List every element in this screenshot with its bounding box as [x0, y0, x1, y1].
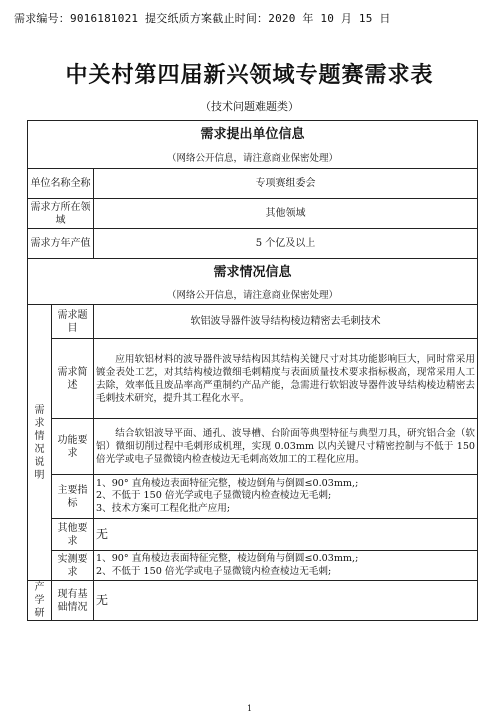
unit-name-value: 专项赛组委会 [94, 169, 478, 199]
output-value: 5 个亿及以上 [94, 229, 478, 259]
output-label: 需求方年产值 [28, 229, 94, 259]
table-row [28, 581, 478, 621]
research-value: 无 [94, 581, 478, 621]
section1-title-row [28, 121, 478, 149]
section2-title-row [28, 259, 478, 287]
indicator-line: 3、技术方案可工程化批产应用; [96, 502, 231, 514]
table-row [28, 551, 478, 581]
other-value: 无 [94, 519, 478, 551]
group-label-requirement: 需求情况说明 [28, 305, 52, 581]
measure-label: 实测要求 [52, 551, 94, 581]
indicator-line: 1、90° 直角棱边表面特征完整，棱边倒角与倒圆≤0.03mm,; [96, 477, 359, 489]
measure-line: 2、不低于 150 倍光学或电子显微镜内检查棱边无毛刺; [96, 565, 332, 577]
measure-line: 1、90° 直角棱边表面特征完整，棱边倒角与倒圆≤0.03mm,; [96, 552, 359, 564]
topic-label: 需求题目 [52, 305, 94, 339]
indicators-value [94, 475, 478, 519]
table-row [28, 419, 478, 475]
measure-value [94, 551, 478, 581]
table-row [28, 339, 478, 419]
brief-value: 应用软铝材料的波导器件波导结构因其结构关键尺寸对其功能影响巨大，同时常采用镀金表处工艺，对其结构棱边微细毛刺精度与表面质量技术要求指标极高，现常采用人工去除，效率低且废品率高严重制约产品产能，急需进行软铝波导器件波导结构棱边精密去毛刺技术研究，提升其工程化水平。 [94, 339, 478, 419]
other-label: 其他要求 [52, 519, 94, 551]
domain-value: 其他领域 [94, 199, 478, 229]
function-value: 结合软铝波导平面、通孔、波导槽、台阶面等典型特征与典型刀具，研究铝合金（软铝）微细切削过程中毛刺形成机理，实现 0.03mm 以内关键尺寸精密控制与不低于 150 倍光学或电子显微镜内检查棱边无毛刺高效加工的工程化应用。 [94, 419, 478, 475]
brief-label: 需求简述 [52, 339, 94, 419]
research-label: 现有基础情况 [52, 581, 94, 621]
header-line: 需求编号：9016181021 提交纸质方案截止时间：2020 年 10 月 15 日 [14, 12, 391, 25]
indicator-line: 2、不低于 150 倍光学或电子显微镜内检查棱边无毛刺; [96, 490, 332, 502]
page-number: 1 [246, 704, 253, 713]
table-row [28, 475, 478, 519]
table-row [28, 199, 478, 229]
unit-name-label: 单位名称全称 [28, 169, 94, 199]
section2-title: 需求情况信息 [28, 259, 478, 287]
function-label: 功能要求 [52, 419, 94, 475]
section2-note: （网络公开信息，请注意商业保密处理） [28, 287, 478, 305]
requirement-table [27, 120, 478, 621]
table-row [28, 229, 478, 259]
section1-title: 需求提出单位信息 [28, 121, 478, 149]
group-label-research: 产学研 [28, 581, 52, 621]
section1-note-row [28, 149, 478, 169]
table-row [28, 169, 478, 199]
table-row [28, 519, 478, 551]
section2-note-row [28, 287, 478, 305]
page-title: 中关村第四届新兴领域专题赛需求表 [65, 63, 434, 88]
section1-note: （网络公开信息，请注意商业保密处理） [28, 149, 478, 169]
domain-label: 需求方所在领域 [28, 199, 94, 229]
page-subtitle: （技术问题难题类） [200, 100, 299, 113]
indicators-label: 主要指标 [52, 475, 94, 519]
table-row [28, 305, 478, 339]
topic-value: 软铝波导器件波导结构棱边精密去毛刺技术 [94, 305, 478, 339]
